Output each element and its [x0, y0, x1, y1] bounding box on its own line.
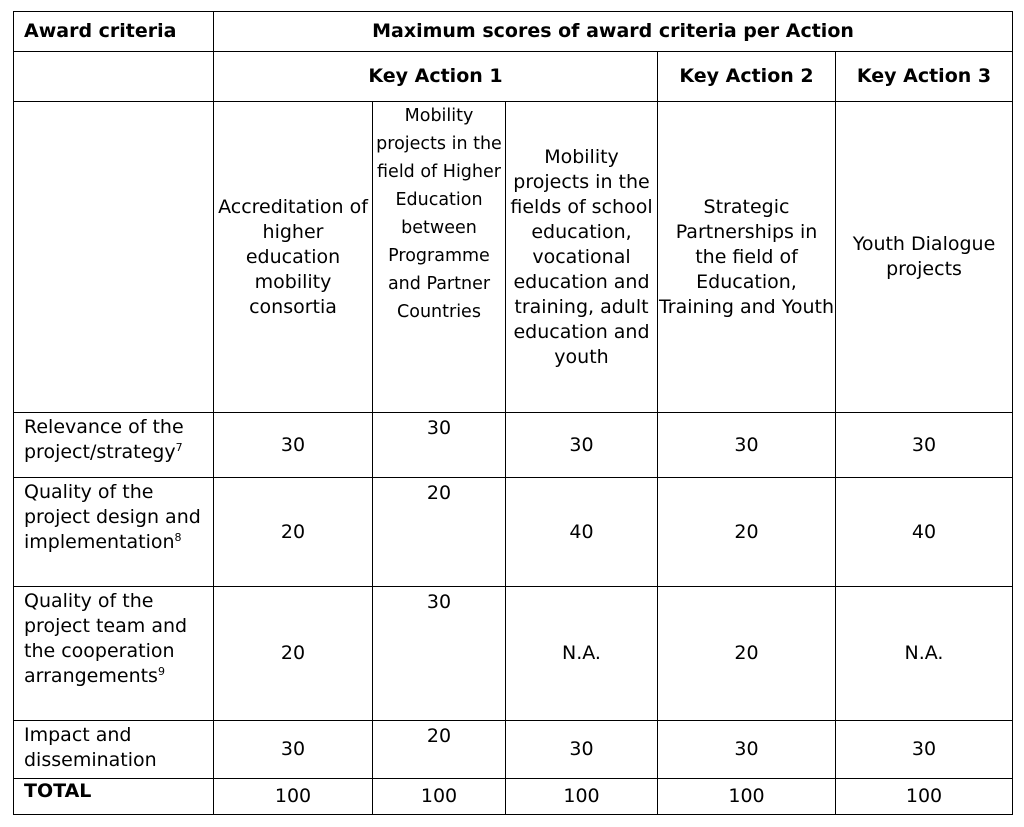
- header-row: [14, 12, 1013, 52]
- score-cell: 20: [373, 721, 506, 779]
- score-cell: 20: [373, 478, 506, 587]
- key-action-3-header: Key Action 3: [836, 52, 1013, 102]
- criteria-row-relevance: [14, 413, 1013, 478]
- max-scores-header: Maximum scores of award criteria per Action: [214, 12, 1013, 52]
- total-cell: 100: [506, 779, 658, 815]
- footnote-marker: 9: [157, 665, 165, 678]
- score-cell: 30: [214, 721, 373, 779]
- score-cell: 30: [214, 413, 373, 478]
- column-header-row: [14, 102, 1013, 413]
- score-cell: 30: [836, 413, 1013, 478]
- column-header-strategic-partnerships: Strategic Partnerships in the field of Education, Training and Youth: [658, 102, 836, 413]
- key-action-row: [14, 52, 1013, 102]
- column-header-accreditation: Accreditation of higher education mobility consortia: [214, 102, 373, 413]
- total-row: [14, 779, 1013, 815]
- criteria-label: Impact and dissemination: [14, 721, 214, 779]
- key-action-2-header: Key Action 2: [658, 52, 836, 102]
- total-cell: 100: [373, 779, 506, 815]
- score-cell: 40: [836, 478, 1013, 587]
- score-cell: 40: [506, 478, 658, 587]
- criteria-row-impact: [14, 721, 1013, 779]
- criteria-row-quality-design: [14, 478, 1013, 587]
- score-cell: 30: [658, 413, 836, 478]
- criteria-label: Quality of the project team and the cooperation arrangements$^9$: [14, 587, 214, 721]
- total-label: TOTAL: [14, 779, 214, 815]
- total-cell: 100: [214, 779, 373, 815]
- award-criteria-table: [13, 11, 1013, 815]
- total-cell: 100: [658, 779, 836, 815]
- empty-header-cell: [14, 102, 214, 413]
- score-cell: 20: [658, 587, 836, 721]
- score-cell: 30: [506, 413, 658, 478]
- key-action-1-header: Key Action 1: [214, 52, 658, 102]
- footnote-marker: 7: [175, 441, 183, 454]
- criteria-label: Quality of the project design and implementation$^8$: [14, 478, 214, 587]
- empty-header-cell: [14, 52, 214, 102]
- total-cell: 100: [836, 779, 1013, 815]
- score-cell: 20: [214, 587, 373, 721]
- score-cell: 30: [373, 587, 506, 721]
- score-cell: N.A.: [836, 587, 1013, 721]
- score-cell: 30: [506, 721, 658, 779]
- score-cell: 20: [658, 478, 836, 587]
- footnote-marker: 8: [174, 531, 182, 544]
- score-cell: 30: [373, 413, 506, 478]
- score-cell: N.A.: [506, 587, 658, 721]
- award-criteria-header: Award criteria: [14, 12, 214, 52]
- criteria-row-quality-team: [14, 587, 1013, 721]
- column-header-mobility-school-education: Mobility projects in the fields of school education, vocational education and training, adult education and youth: [506, 102, 658, 413]
- score-cell: 20: [214, 478, 373, 587]
- column-header-mobility-higher-education: Mobility projects in the field of Higher Education between Programme and Partner Countries: [373, 102, 506, 413]
- column-header-youth-dialogue: Youth Dialogue projects: [836, 102, 1013, 413]
- score-cell: 30: [836, 721, 1013, 779]
- score-cell: 30: [658, 721, 836, 779]
- criteria-label: Relevance of the project/strategy$^7$: [14, 413, 214, 478]
